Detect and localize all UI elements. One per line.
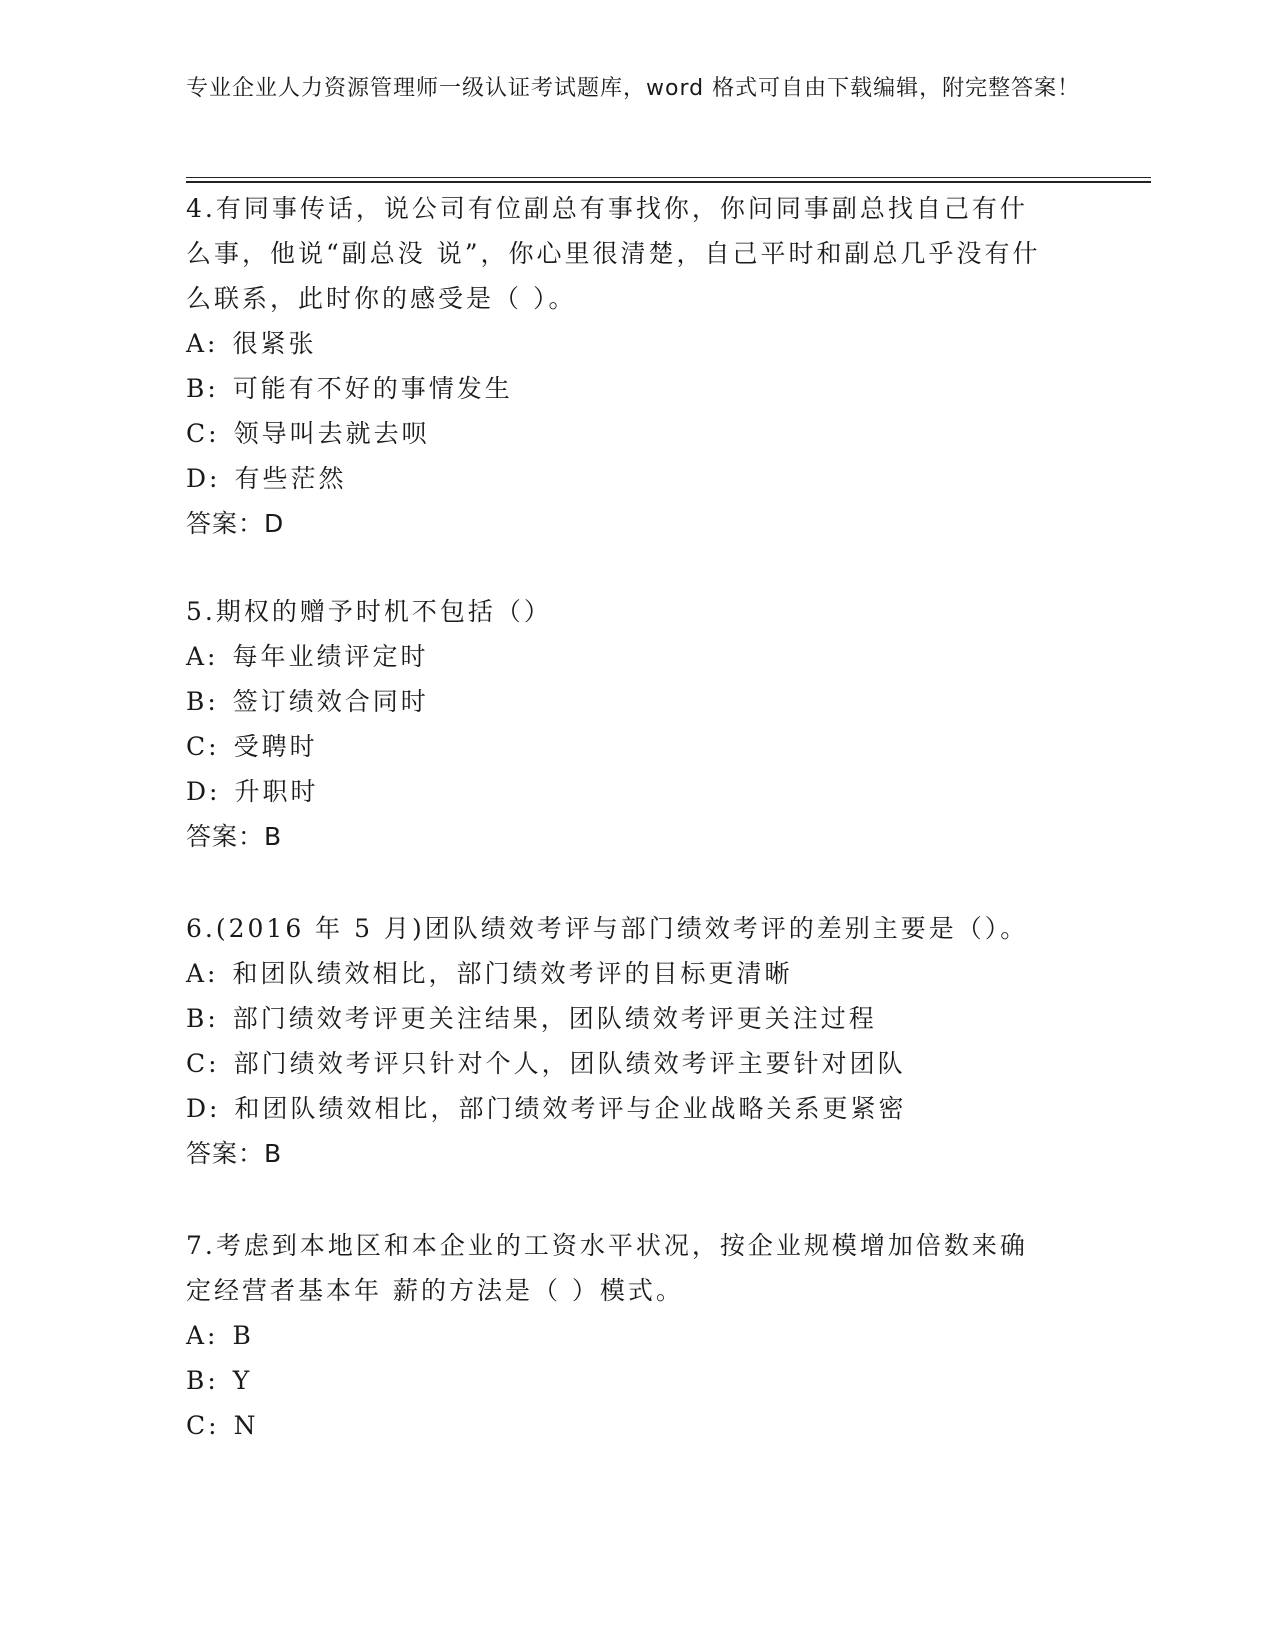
- option-text: 有些茫然: [234, 464, 347, 493]
- option-text: 和团队绩效相比，部门绩效考评与企业战略关系更紧密: [234, 1094, 907, 1123]
- question-stem: 6.(2016 年 5 月)团队绩效考评与部门绩效考评的差别主要是（）。: [186, 914, 1029, 943]
- question-5: [186, 589, 1086, 859]
- option-letter: B:: [186, 1004, 219, 1033]
- option-letter: C:: [186, 419, 220, 448]
- option-letter: A:: [186, 642, 219, 671]
- option-a: [186, 321, 1086, 366]
- option-b: [186, 996, 1086, 1041]
- option-c: [186, 1041, 1086, 1086]
- question-stem: 4.有同事传话，说公司有位副总有事找你，你问同事副总找自己有什么事，他说“副总没 说”，你心里很清楚，自己平时和副总几乎没有什么联系，此时你的感受是（ ）。: [186, 194, 1041, 313]
- option-c: [186, 724, 1086, 769]
- option-letter: B:: [186, 374, 219, 403]
- question-4: [186, 186, 1086, 546]
- header-rule-thin: [186, 177, 1151, 178]
- option-text: 每年业绩评定时: [232, 642, 429, 671]
- option-a: [186, 951, 1086, 996]
- option-text: 部门绩效考评更关注结果，团队绩效考评更关注过程: [232, 1004, 877, 1033]
- option-letter: D:: [186, 777, 221, 806]
- option-text: 签订绩效合同时: [232, 687, 429, 716]
- option-text: 可能有不好的事情发生: [232, 374, 513, 403]
- option-b: [186, 679, 1086, 724]
- option-text: Y: [232, 1366, 253, 1395]
- option-text: 和团队绩效相比，部门绩效考评的目标更清晰: [232, 959, 793, 988]
- question-stem: 5.期权的赠予时机不包括（）: [186, 597, 552, 626]
- option-text: 部门绩效考评只针对个人，团队绩效考评主要针对团队: [233, 1049, 906, 1078]
- option-d: [186, 1086, 1086, 1131]
- option-letter: C:: [186, 1411, 220, 1440]
- question-6: [186, 906, 1086, 1176]
- option-text: B: [232, 1321, 254, 1350]
- option-text: 很紧张: [232, 329, 317, 358]
- option-a: [186, 634, 1086, 679]
- option-text: N: [233, 1411, 259, 1440]
- document-header: 专业企业人力资源管理师一级认证考试题库，word 格式可自由下载编辑，附完整答案！: [186, 76, 1081, 101]
- option-a: [186, 1313, 1086, 1358]
- option-b: [186, 1358, 1086, 1403]
- option-letter: D:: [186, 1094, 221, 1123]
- question-7: [186, 1223, 1086, 1448]
- option-b: [186, 366, 1086, 411]
- header-rule-thick: [186, 181, 1151, 183]
- option-d: [186, 769, 1086, 814]
- option-letter: C:: [186, 732, 220, 761]
- option-letter: B:: [186, 1366, 219, 1395]
- option-text: 受聘时: [233, 732, 318, 761]
- option-letter: A:: [186, 959, 219, 988]
- option-text: 领导叫去就去呗: [233, 419, 430, 448]
- answer-line: 答案：B: [186, 822, 283, 851]
- option-letter: A:: [186, 329, 219, 358]
- answer-line: 答案：B: [186, 1139, 283, 1168]
- option-letter: B:: [186, 687, 219, 716]
- answer-line: 答案：D: [186, 509, 285, 538]
- option-letter: C:: [186, 1049, 220, 1078]
- option-letter: A:: [186, 1321, 219, 1350]
- option-letter: D:: [186, 464, 221, 493]
- option-d: [186, 456, 1086, 501]
- option-text: 升职时: [234, 777, 319, 806]
- question-stem: 7.考虑到本地区和本企业的工资水平状况，按企业规模增加倍数来确定经营者基本年 薪的方法是（ ）模式。: [186, 1231, 1028, 1305]
- option-c: [186, 1403, 1086, 1448]
- option-c: [186, 411, 1086, 456]
